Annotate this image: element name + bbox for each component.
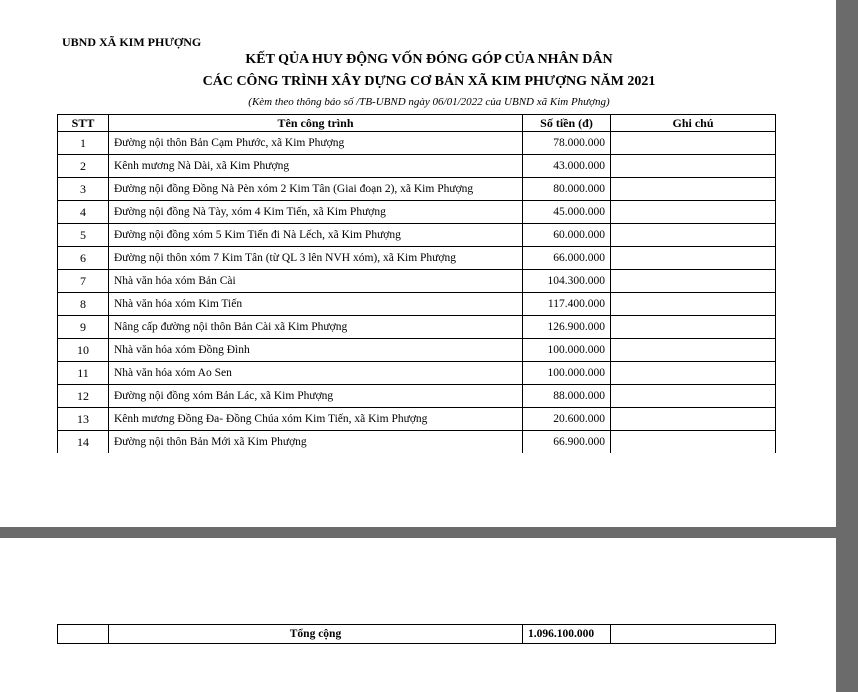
- table-row: [58, 316, 776, 339]
- row-amount: 66.900.000: [523, 431, 611, 454]
- total-table: [57, 624, 776, 644]
- row-name: Nhà văn hóa xóm Kim Tiến: [109, 293, 523, 316]
- row-amount: 20.600.000: [523, 408, 611, 431]
- row-stt: 8: [58, 293, 109, 316]
- document-page-2: [0, 538, 836, 692]
- row-amount: 88.000.000: [523, 385, 611, 408]
- table-row: [58, 385, 776, 408]
- row-name: Đường nội đồng Nà Tày, xóm 4 Kim Tiến, xã Kim Phượng: [109, 201, 523, 224]
- table-header-row: [58, 115, 776, 132]
- table-row: [58, 293, 776, 316]
- table-row: [58, 339, 776, 362]
- row-amount: 80.000.000: [523, 178, 611, 201]
- row-name: Đường nội đồng Đồng Nà Pèn xóm 2 Kim Tân (Giai đoạn 2), xã Kim Phượng: [109, 178, 523, 201]
- total-label: Tổng cộng: [109, 625, 523, 644]
- row-note: [611, 155, 776, 178]
- table-row: [58, 132, 776, 155]
- row-note: [611, 270, 776, 293]
- row-stt: 3: [58, 178, 109, 201]
- row-stt: 7: [58, 270, 109, 293]
- row-amount: 126.900.000: [523, 316, 611, 339]
- document-title-line-2: CÁC CÔNG TRÌNH XÂY DỰNG CƠ BẢN XÃ KIM PHƯỢNG NĂM 2021: [202, 74, 656, 89]
- column-header-amount: Số tiền (đ): [523, 115, 611, 132]
- row-amount: 60.000.000: [523, 224, 611, 247]
- row-note: [611, 247, 776, 270]
- row-stt: 13: [58, 408, 109, 431]
- table-row: [58, 362, 776, 385]
- row-amount: 100.000.000: [523, 339, 611, 362]
- column-header-note: Ghi chú: [611, 115, 776, 132]
- table-row: [58, 408, 776, 431]
- row-amount: 117.400.000: [523, 293, 611, 316]
- column-header-name: Tên công trình: [109, 115, 523, 132]
- row-name: Kênh mương Đồng Đa- Đồng Chúa xóm Kim Tiến, xã Kim Phượng: [109, 408, 523, 431]
- row-name: Đường nội thôn Bản Cạm Phước, xã Kim Phượng: [109, 132, 523, 155]
- table-row: [58, 155, 776, 178]
- row-stt: 14: [58, 431, 109, 454]
- row-amount: 100.000.000: [523, 362, 611, 385]
- organization-name: UBND XÃ KIM PHƯỢNG: [62, 35, 202, 49]
- total-note-cell: [611, 625, 776, 644]
- row-note: [611, 431, 776, 454]
- row-name: Nhà văn hóa xóm Đồng Đình: [109, 339, 523, 362]
- row-note: [611, 339, 776, 362]
- table-row: [58, 178, 776, 201]
- row-name: Đường nội đồng xóm 5 Kim Tiến đi Nà Lếch, xã Kim Phượng: [109, 224, 523, 247]
- row-note: [611, 293, 776, 316]
- document-subtitle: (Kèm theo thông báo số /TB-UBND ngày 06/01/2022 của UBND xã Kim Phượng): [248, 96, 610, 108]
- row-amount: 78.000.000: [523, 132, 611, 155]
- table-row: [58, 270, 776, 293]
- row-stt: 10: [58, 339, 109, 362]
- document-title-line-1: KẾT QỦA HUY ĐỘNG VỐN ĐÓNG GÓP CỦA NHÂN DÂN: [245, 52, 613, 67]
- row-stt: 12: [58, 385, 109, 408]
- row-name: Nhà văn hóa xóm Ao Sen: [109, 362, 523, 385]
- row-amount: 104.300.000: [523, 270, 611, 293]
- row-name: Đường nội thôn xóm 7 Kim Tân (từ QL 3 lên NVH xóm), xã Kim Phượng: [109, 247, 523, 270]
- column-header-stt: STT: [58, 115, 109, 132]
- contribution-table: [57, 114, 776, 453]
- row-name: Đường nội thôn Bản Mới xã Kim Phượng: [109, 431, 523, 454]
- row-name: Nâng cấp đường nội thôn Bản Cài xã Kim Phượng: [109, 316, 523, 339]
- row-stt: 4: [58, 201, 109, 224]
- row-note: [611, 385, 776, 408]
- row-stt: 5: [58, 224, 109, 247]
- row-name: Nhà văn hóa xóm Bản Cài: [109, 270, 523, 293]
- table-row: [58, 431, 776, 454]
- row-note: [611, 316, 776, 339]
- table-row: [58, 201, 776, 224]
- total-row: [58, 625, 776, 644]
- row-stt: 6: [58, 247, 109, 270]
- row-note: [611, 132, 776, 155]
- total-stt-cell: [58, 625, 109, 644]
- table-row: [58, 247, 776, 270]
- row-note: [611, 408, 776, 431]
- row-stt: 1: [58, 132, 109, 155]
- row-note: [611, 178, 776, 201]
- table-row: [58, 224, 776, 247]
- total-amount: 1.096.100.000: [523, 625, 611, 644]
- row-note: [611, 201, 776, 224]
- row-name: Kênh mương Nà Dài, xã Kim Phượng: [109, 155, 523, 178]
- row-amount: 45.000.000: [523, 201, 611, 224]
- row-name: Đường nội đồng xóm Bản Lác, xã Kim Phượng: [109, 385, 523, 408]
- row-note: [611, 362, 776, 385]
- row-amount: 43.000.000: [523, 155, 611, 178]
- row-stt: 2: [58, 155, 109, 178]
- row-amount: 66.000.000: [523, 247, 611, 270]
- row-note: [611, 224, 776, 247]
- row-stt: 11: [58, 362, 109, 385]
- row-stt: 9: [58, 316, 109, 339]
